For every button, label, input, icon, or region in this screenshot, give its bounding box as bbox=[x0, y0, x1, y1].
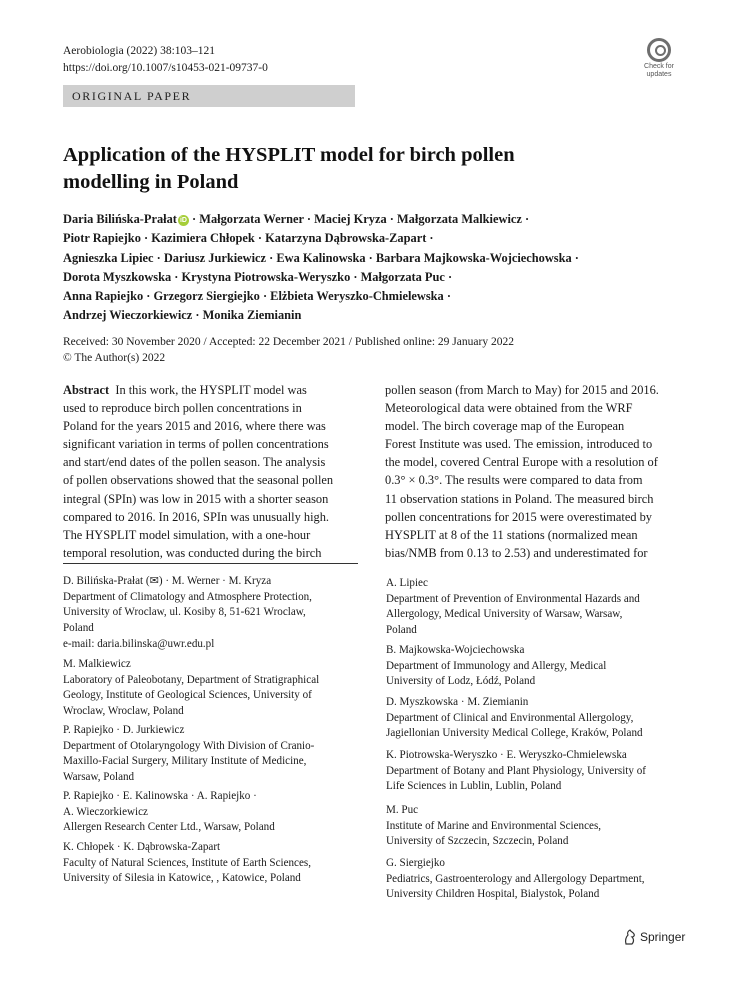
springer-horse-icon bbox=[623, 929, 637, 945]
affiliation-block: A. Lipiec Department of Prevention of Environmental Hazards and Allergology, Medical University of Warsaw, Warsaw, Poland bbox=[386, 577, 640, 637]
affiliations-right bbox=[386, 576, 686, 906]
abstract-left-column bbox=[63, 381, 358, 562]
badge-line-2: updates bbox=[646, 70, 672, 78]
abstract-line: temporal resolution, was conducted during the birch bbox=[63, 545, 322, 560]
journal-citation: Aerobiologia (2022) 38:103–121 bbox=[63, 45, 216, 57]
doi-link[interactable]: https://doi.org/10.1007/s10453-021-09737-0 bbox=[63, 62, 268, 74]
publication-dates bbox=[63, 334, 514, 366]
affiliation-block: M. Malkiewicz Laboratory of Paleobotany, Department of Stratigraphical Geology, Institute of Geological Sciences, University of Wroclaw, Wroclaw, Poland bbox=[63, 658, 320, 718]
abstract-line: integral (SPIn) was low in 2015 with a shorter season bbox=[63, 491, 329, 506]
check-updates-icon bbox=[647, 38, 671, 62]
abstract-line: compared to 2016. In 2016, SPIn was unusually high. bbox=[63, 509, 330, 524]
abstract-line: Poland for the years 2015 and 2016, where there was bbox=[63, 419, 326, 434]
abstract-line: 11 observation stations in Poland. The measured birch bbox=[385, 491, 654, 506]
affiliation-block: K. Chłopek · K. Dąbrowska-Zapart Faculty of Natural Sciences, Institute of Earth Sciences, University of Silesia in Katowice, , Katowice, Poland bbox=[63, 841, 311, 885]
history-dates: Received: 30 November 2020 / Accepted: 22 December 2021 / Published online: 29 January 2022 bbox=[63, 336, 514, 348]
abstract-line: bias/NMB from 0.13 to 2.53) and underestimated for bbox=[385, 545, 648, 560]
affiliation-block: P. Rapiejko · D. Jurkiewicz Department of Otolaryngology With Division of Cranio- Maxillo-Facial Surgery, Military Institute of Medicine, Warsaw, Poland bbox=[63, 724, 315, 784]
affiliations-left bbox=[63, 574, 363, 894]
abstract-line: pollen concentrations for 2015 were overestimated by bbox=[385, 509, 652, 524]
abstract-line: significant variation in terms of pollen concentrations bbox=[63, 437, 329, 452]
abstract-line: Forest Institute was used. The emission, introduced to bbox=[385, 437, 653, 452]
email-link[interactable]: e-mail: daria.bilinska@uwr.edu.pl bbox=[63, 637, 215, 650]
abstract-line: of pollen observations showed that the seasonal pollen bbox=[63, 473, 334, 488]
abstract-line: pollen season (from March to May) for 2015 and 2016. bbox=[385, 383, 659, 397]
author-line bbox=[63, 210, 683, 229]
author-list bbox=[63, 210, 683, 326]
title-line-1: Application of the HYSPLIT model for birch pollen bbox=[63, 144, 515, 166]
abstract-line: The HYSPLIT model simulation, with a one-hour bbox=[63, 527, 311, 542]
journal-header bbox=[63, 43, 268, 77]
abstract-line: HYSPLIT at 8 of the 11 stations (normalized mean bbox=[385, 527, 638, 542]
author-line: Piotr Rapiejko · Kazimiera Chłopek · Katarzyna Dąbrowska-Zapart · bbox=[63, 231, 434, 246]
affiliation-block: B. Majkowska-Wojciechowska Department of Immunology and Allergy, Medical University of Lodz, Łódź, Poland bbox=[386, 644, 607, 688]
paper-type-label: ORIGINAL PAPER bbox=[63, 85, 355, 107]
title-line-2: modelling in Poland bbox=[63, 171, 239, 193]
orcid-icon[interactable]: iD bbox=[179, 217, 187, 224]
abstract-line: used to reproduce birch pollen concentrations in bbox=[63, 401, 302, 416]
author-line: Dorota Myszkowska · Krystyna Piotrowska-Weryszko · Małgorzata Puc · bbox=[63, 269, 453, 284]
paper-title bbox=[63, 142, 663, 196]
abstract-line: Abstract In this work, the HYSPLIT model was bbox=[63, 383, 307, 397]
author-line: Anna Rapiejko · Grzegorz Siergiejko · Elżbieta Weryszko-Chmielewska · bbox=[63, 289, 451, 304]
publisher-name: Springer bbox=[640, 930, 686, 944]
affiliation-block: P. Rapiejko · E. Kalinowska · A. Rapiejko · A. Wieczorkiewicz Allergen Research Center Ltd., Warsaw, Poland bbox=[63, 790, 275, 834]
badge-line-1: Check for bbox=[644, 63, 674, 70]
affiliation-block: G. Siergiejko Pediatrics, Gastroenterology and Allergology Department, University Children Hospital, Bialystok, Poland bbox=[386, 857, 645, 901]
publisher-logo bbox=[623, 929, 685, 945]
author-line: Andrzej Wieczorkiewicz · Monika Ziemianin bbox=[63, 308, 302, 323]
affiliation-block: D. Bilińska-Prałat (✉) · M. Werner · M. Kryza Department of Climatology and Atmosphere Protection, University of Wroclaw, ul. Kosiby 8, 51-621 Wroclaw, Poland e-mail: daria.bilinska@uwr.edu.pl bbox=[63, 574, 312, 653]
copyright-notice: © The Author(s) 2022 bbox=[63, 352, 166, 364]
abstract-line: model. The birch coverage map of the European bbox=[385, 419, 625, 434]
author-name[interactable]: Daria Bilińska-Prałat bbox=[63, 212, 177, 226]
author-line-rest: · Małgorzata Werner · Maciej Kryza · Małgorzata Malkiewicz · bbox=[188, 212, 530, 226]
abstract-line: Meteorological data were obtained from the WRF bbox=[385, 401, 633, 416]
abstract-line: and start/end dates of the pollen season. The analysis bbox=[63, 455, 326, 470]
abstract-label: Abstract bbox=[63, 383, 110, 397]
affiliation-block: K. Piotrowska-Weryszko · E. Weryszko-Chmielewska Department of Botany and Plant Physiology, University of Life Sciences in Lublin, Lublin, Poland bbox=[386, 749, 646, 793]
footnote-divider bbox=[63, 563, 358, 564]
check-for-updates-badge[interactable] bbox=[640, 38, 678, 82]
abstract-line: the model, covered Central Europe with a resolution of bbox=[385, 455, 658, 470]
author-line: Agnieszka Lipiec · Dariusz Jurkiewicz · Ewa Kalinowska · Barbara Majkowska-Wojciechowska · bbox=[63, 250, 579, 265]
affiliation-block: M. Puc Institute of Marine and Environmental Sciences, University of Szczecin, Szczecin, Poland bbox=[386, 804, 602, 848]
abstract-line: 0.3° × 0.3°. The results were compared to data from bbox=[385, 473, 643, 488]
affiliation-block: D. Myszkowska · M. Ziemianin Department of Clinical and Environmental Allergology, Jagiellonian University Medical College, Kraków, Poland bbox=[386, 696, 643, 740]
abstract-right-column bbox=[385, 381, 680, 562]
